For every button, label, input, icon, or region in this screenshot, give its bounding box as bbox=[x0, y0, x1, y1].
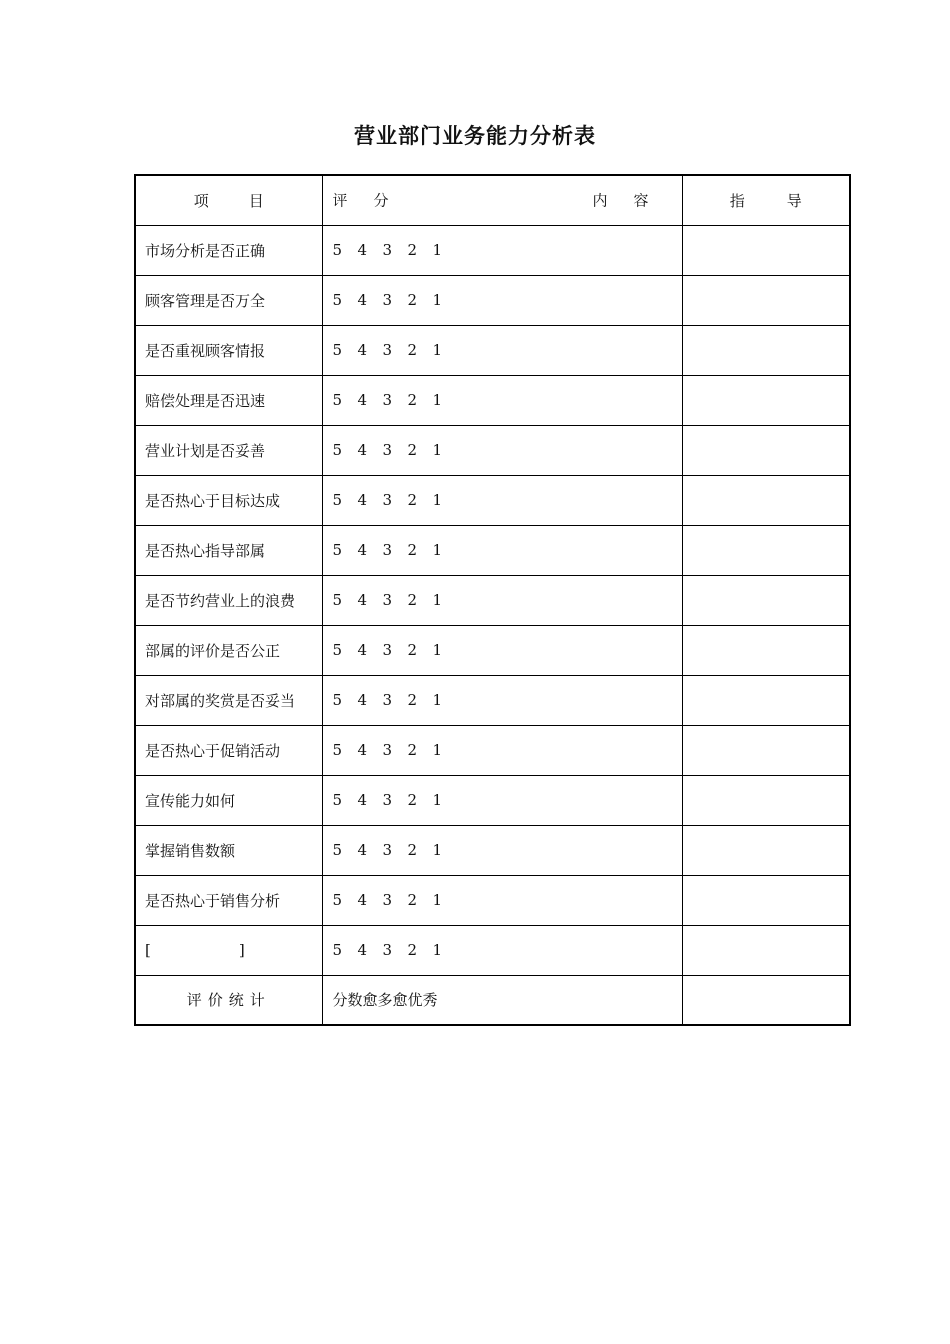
header-guide bbox=[682, 175, 850, 225]
header-content-char-2: 容 bbox=[633, 191, 649, 210]
item-label: 宣传能力如何 bbox=[135, 775, 322, 825]
score-options bbox=[322, 725, 682, 775]
guide-cell bbox=[682, 225, 850, 275]
score-options bbox=[322, 225, 682, 275]
score-option: 1 bbox=[432, 491, 443, 509]
table-row bbox=[135, 775, 850, 825]
score-options bbox=[322, 625, 682, 675]
header-guide-char-1: 指 bbox=[729, 191, 745, 210]
blank-item-label bbox=[135, 925, 322, 975]
header-item-char-1: 项 bbox=[193, 191, 209, 210]
guide-cell bbox=[682, 425, 850, 475]
score-options bbox=[322, 925, 682, 975]
score-option: 5 bbox=[332, 841, 343, 859]
score-options bbox=[322, 425, 682, 475]
score-options bbox=[322, 675, 682, 725]
score-option: 5 bbox=[332, 391, 343, 409]
guide-cell bbox=[682, 925, 850, 975]
summary-note: 分数愈多愈优秀 bbox=[322, 975, 682, 1025]
score-option: 2 bbox=[407, 841, 418, 859]
score-options bbox=[322, 325, 682, 375]
item-label: 是否热心于销售分析 bbox=[135, 875, 322, 925]
table-row bbox=[135, 725, 850, 775]
score-option: 4 bbox=[357, 291, 368, 309]
header-content-char-1: 内 bbox=[592, 191, 608, 210]
score-option: 5 bbox=[332, 241, 343, 259]
score-option: 3 bbox=[382, 291, 393, 309]
score-option: 3 bbox=[382, 241, 393, 259]
table-row bbox=[135, 425, 850, 475]
guide-cell bbox=[682, 525, 850, 575]
score-option: 5 bbox=[332, 691, 343, 709]
score-option: 4 bbox=[357, 641, 368, 659]
score-option: 2 bbox=[407, 341, 418, 359]
score-option: 5 bbox=[332, 891, 343, 909]
guide-cell bbox=[682, 625, 850, 675]
score-option: 1 bbox=[432, 691, 443, 709]
score-option: 2 bbox=[407, 391, 418, 409]
score-option: 1 bbox=[432, 891, 443, 909]
table-row bbox=[135, 225, 850, 275]
item-label: 顾客管理是否万全 bbox=[135, 275, 322, 325]
score-option: 3 bbox=[382, 591, 393, 609]
item-label: 是否热心于促销活动 bbox=[135, 725, 322, 775]
score-option: 1 bbox=[432, 391, 443, 409]
guide-cell bbox=[682, 325, 850, 375]
score-option: 3 bbox=[382, 891, 393, 909]
page-title: 营业部门业务能力分析表 bbox=[354, 123, 596, 148]
score-option: 4 bbox=[357, 691, 368, 709]
table-row bbox=[135, 625, 850, 675]
table-row bbox=[135, 275, 850, 325]
score-option: 3 bbox=[382, 791, 393, 809]
table-row bbox=[135, 475, 850, 525]
score-option: 1 bbox=[432, 341, 443, 359]
score-options bbox=[322, 575, 682, 625]
table-row bbox=[135, 325, 850, 375]
score-option: 4 bbox=[357, 491, 368, 509]
item-label: 是否重视顾客情报 bbox=[135, 325, 322, 375]
score-option: 1 bbox=[432, 241, 443, 259]
header-item bbox=[135, 175, 322, 225]
item-label: 部属的评价是否公正 bbox=[135, 625, 322, 675]
item-label: 是否热心指导部属 bbox=[135, 525, 322, 575]
score-option: 4 bbox=[357, 791, 368, 809]
score-option: 5 bbox=[332, 341, 343, 359]
score-option: 3 bbox=[382, 341, 393, 359]
guide-cell bbox=[682, 475, 850, 525]
score-option: 2 bbox=[407, 591, 418, 609]
score-options bbox=[322, 775, 682, 825]
summary-row bbox=[135, 975, 850, 1025]
score-option: 4 bbox=[357, 341, 368, 359]
evaluation-table bbox=[134, 174, 851, 1026]
item-label: 市场分析是否正确 bbox=[135, 225, 322, 275]
score-option: 3 bbox=[382, 691, 393, 709]
header-item-char-2: 目 bbox=[248, 191, 264, 210]
table-row bbox=[135, 825, 850, 875]
table-row bbox=[135, 525, 850, 575]
score-option: 5 bbox=[332, 791, 343, 809]
score-option: 1 bbox=[432, 541, 443, 559]
table-row bbox=[135, 875, 850, 925]
header-score-content bbox=[322, 175, 682, 225]
score-option: 4 bbox=[357, 441, 368, 459]
table-row bbox=[135, 675, 850, 725]
score-option: 1 bbox=[432, 291, 443, 309]
item-label: 对部属的奖赏是否妥当 bbox=[135, 675, 322, 725]
guide-cell bbox=[682, 775, 850, 825]
header-score-char-1: 评 bbox=[332, 191, 348, 210]
score-option: 4 bbox=[357, 941, 368, 959]
header-guide-char-2: 导 bbox=[786, 191, 802, 210]
guide-cell bbox=[682, 875, 850, 925]
score-option: 1 bbox=[432, 791, 443, 809]
header-score-char-2: 分 bbox=[373, 191, 389, 210]
score-option: 4 bbox=[357, 391, 368, 409]
guide-cell bbox=[682, 375, 850, 425]
score-options bbox=[322, 825, 682, 875]
score-option: 5 bbox=[332, 491, 343, 509]
table-row bbox=[135, 575, 850, 625]
table-header-row bbox=[135, 175, 850, 225]
score-options bbox=[322, 375, 682, 425]
score-option: 2 bbox=[407, 491, 418, 509]
bracket-open: [ bbox=[145, 941, 151, 959]
score-option: 5 bbox=[332, 641, 343, 659]
guide-cell bbox=[682, 675, 850, 725]
score-option: 3 bbox=[382, 841, 393, 859]
table-row-blank bbox=[135, 925, 850, 975]
guide-cell bbox=[682, 725, 850, 775]
guide-cell bbox=[682, 975, 850, 1025]
score-option: 2 bbox=[407, 741, 418, 759]
score-option: 3 bbox=[382, 541, 393, 559]
score-option: 5 bbox=[332, 541, 343, 559]
score-option: 4 bbox=[357, 591, 368, 609]
score-option: 4 bbox=[357, 891, 368, 909]
score-options bbox=[322, 875, 682, 925]
guide-cell bbox=[682, 275, 850, 325]
score-option: 3 bbox=[382, 641, 393, 659]
score-options bbox=[322, 275, 682, 325]
score-option: 1 bbox=[432, 441, 443, 459]
bracket-close: ] bbox=[238, 941, 245, 959]
item-label: 营业计划是否妥善 bbox=[135, 425, 322, 475]
score-option: 1 bbox=[432, 741, 443, 759]
item-label: 掌握销售数额 bbox=[135, 825, 322, 875]
score-option: 1 bbox=[432, 641, 443, 659]
item-label: 是否节约营业上的浪费 bbox=[135, 575, 322, 625]
item-label: 是否热心于目标达成 bbox=[135, 475, 322, 525]
score-option: 2 bbox=[407, 891, 418, 909]
score-option: 3 bbox=[382, 491, 393, 509]
score-option: 1 bbox=[432, 841, 443, 859]
score-option: 2 bbox=[407, 641, 418, 659]
score-options bbox=[322, 525, 682, 575]
score-option: 5 bbox=[332, 291, 343, 309]
score-option: 2 bbox=[407, 241, 418, 259]
score-options bbox=[322, 475, 682, 525]
score-option: 2 bbox=[407, 441, 418, 459]
score-option: 2 bbox=[407, 941, 418, 959]
score-option: 1 bbox=[432, 591, 443, 609]
score-option: 4 bbox=[357, 741, 368, 759]
guide-cell bbox=[682, 575, 850, 625]
score-option: 4 bbox=[357, 841, 368, 859]
score-option: 2 bbox=[407, 791, 418, 809]
score-option: 4 bbox=[357, 241, 368, 259]
guide-cell bbox=[682, 825, 850, 875]
score-option: 5 bbox=[332, 741, 343, 759]
score-option: 2 bbox=[407, 541, 418, 559]
score-option: 3 bbox=[382, 441, 393, 459]
score-option: 2 bbox=[407, 691, 418, 709]
score-option: 1 bbox=[432, 941, 443, 959]
score-option: 5 bbox=[332, 591, 343, 609]
score-option: 3 bbox=[382, 941, 393, 959]
score-option: 5 bbox=[332, 941, 343, 959]
score-option: 3 bbox=[382, 391, 393, 409]
score-option: 2 bbox=[407, 291, 418, 309]
score-option: 5 bbox=[332, 441, 343, 459]
score-option: 3 bbox=[382, 741, 393, 759]
item-label: 赔偿处理是否迅速 bbox=[135, 375, 322, 425]
summary-label: 评价统计 bbox=[135, 975, 322, 1025]
table-row bbox=[135, 375, 850, 425]
score-option: 4 bbox=[357, 541, 368, 559]
